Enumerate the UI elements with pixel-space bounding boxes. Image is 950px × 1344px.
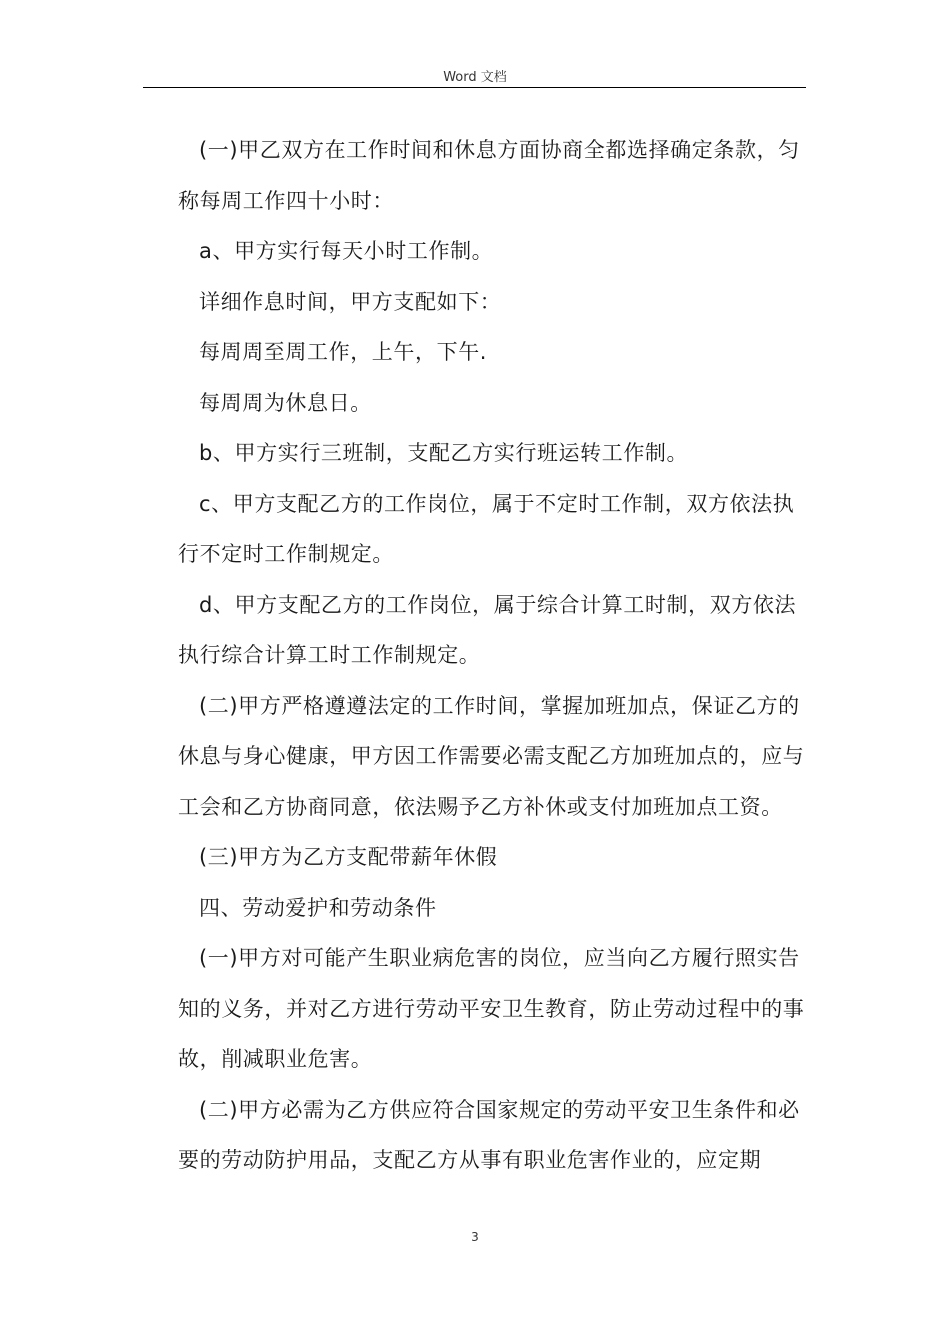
paragraph: d、甲方支配乙方的工作岗位，属于综合计算工时制，双方依法执行综合计算工时工作制规定。	[178, 592, 797, 667]
paragraph: (三)甲方为乙方支配带薪年休假	[199, 845, 498, 869]
page-number: 3	[471, 1230, 479, 1244]
paragraph: a、甲方实行每天小时工作制。	[199, 239, 494, 263]
document-body	[178, 125, 808, 1186]
paragraph: (一)甲乙双方在工作时间和休息方面协商全都选择确定条款，匀称每周工作四十小时：	[178, 138, 800, 213]
paragraph: c、甲方支配乙方的工作岗位，属于不定时工作制，双方依法执行不定时工作制规定。	[178, 491, 795, 566]
paragraph: (二)甲方必需为乙方供应符合国家规定的劳动平安卫生条件和必要的劳动防护用品，支配乙方从事有职业危害作业的，应定期	[178, 1097, 800, 1172]
paragraph: 每周周至周工作，上午，下午.	[199, 340, 488, 364]
paragraph: (二)甲方严格遵遵法定的工作时间，掌握加班加点，保证乙方的休息与身心健康，甲方因工作需要必需支配乙方加班加点的，应与工会和乙方协商同意，依法赐予乙方补休或支付加班加点工资。	[178, 693, 805, 819]
paragraph: 每周周为休息日。	[199, 390, 372, 415]
paragraph: (一)甲方对可能产生职业病危害的岗位，应当向乙方履行照实告知的义务，并对乙方进行劳动平安卫生教育，防止劳动过程中的事故，削减职业危害。	[178, 946, 805, 1071]
paragraph: b、甲方实行三班制，支配乙方实行班运转工作制。	[199, 441, 689, 465]
page-header: Word 文档	[443, 70, 507, 85]
header-divider	[143, 87, 806, 88]
section-heading: 四、劳动爱护和劳动条件	[199, 895, 437, 920]
paragraph: 详细作息时间，甲方支配如下：	[199, 289, 502, 314]
